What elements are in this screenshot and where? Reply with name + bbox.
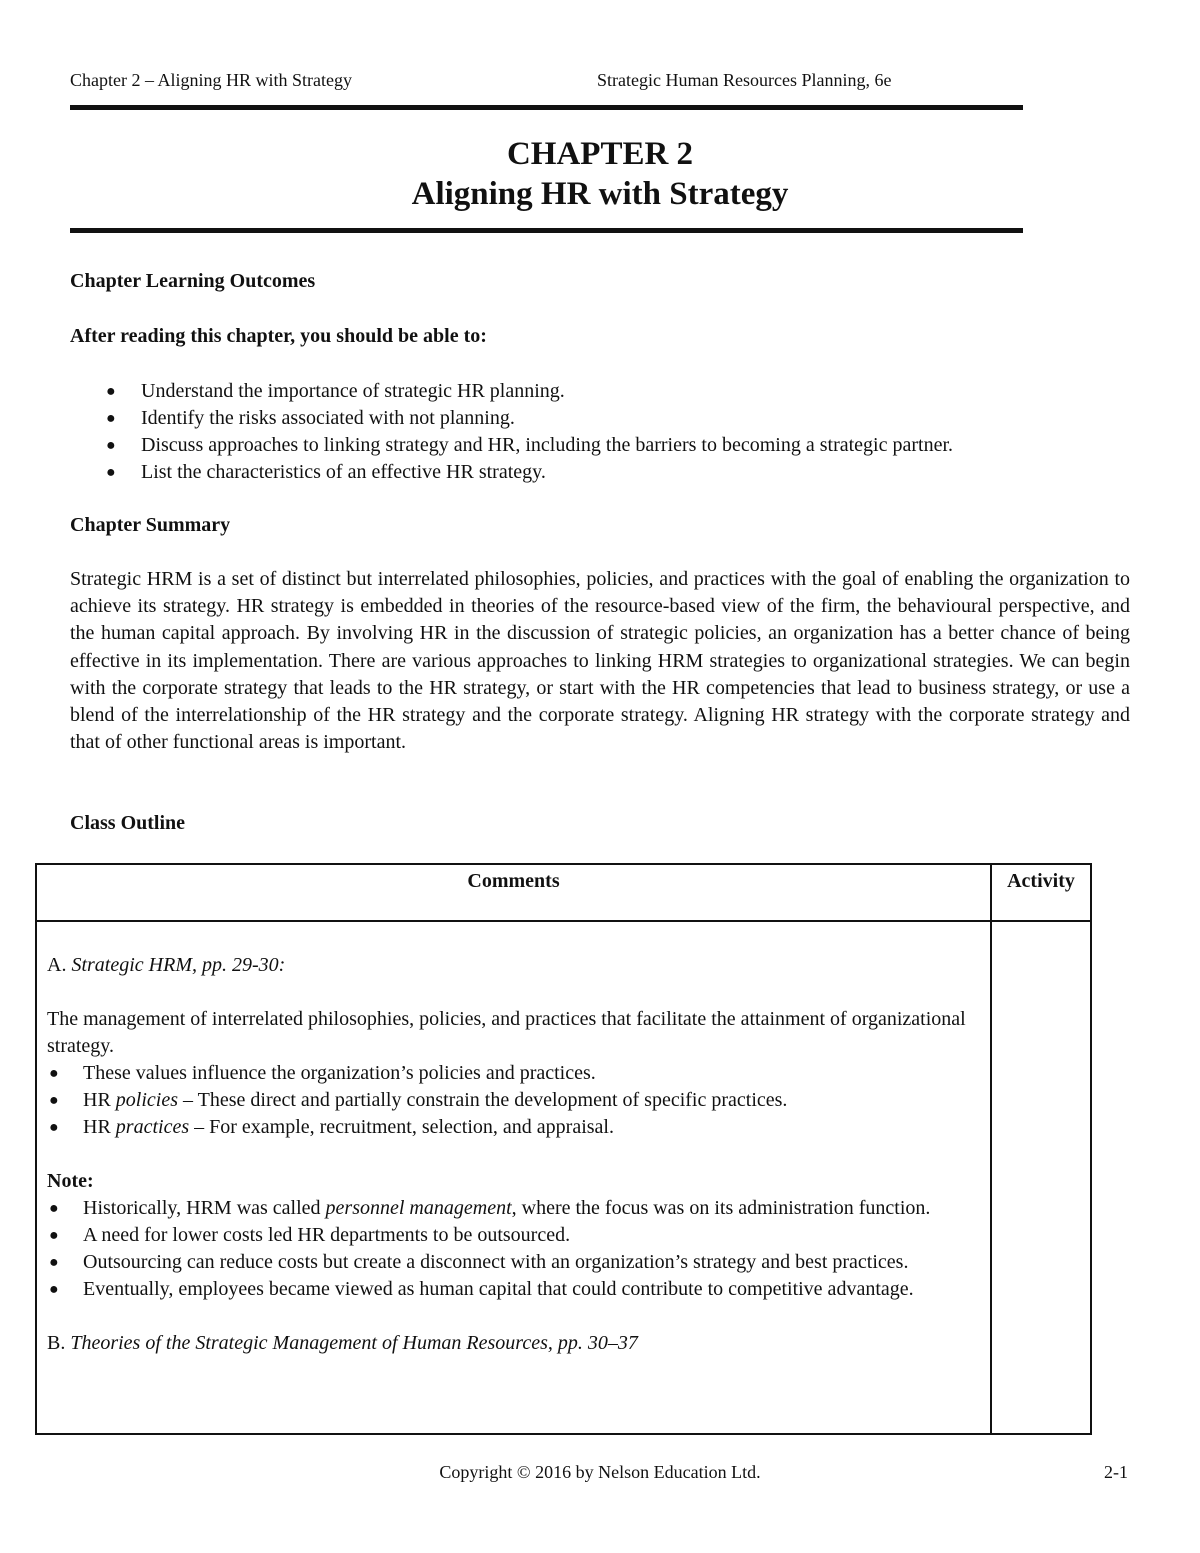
table-header-row xyxy=(36,864,1091,921)
chapter-title: Aligning HR with Strategy xyxy=(411,176,789,212)
note-bullets xyxy=(47,1195,990,1303)
list-item: ● Eventually, employees became viewed as human capital that could contribute to competitive advantage. xyxy=(47,1276,990,1303)
section-a-description: The management of interrelated philosophies, policies, and practices that facilitate the attainment of organizational strategy. xyxy=(47,1008,966,1057)
comments-column-header: Comments xyxy=(36,864,991,921)
activity-column-header: Activity xyxy=(991,864,1091,921)
copyright-notice: Copyright © 2016 by Nelson Education Ltd. xyxy=(439,1462,761,1482)
table-row xyxy=(36,921,1091,1434)
title-rule xyxy=(70,228,1023,233)
running-header xyxy=(70,70,1023,94)
class-outline-heading: Class Outline xyxy=(70,812,186,834)
bullet-icon: ● xyxy=(106,383,116,400)
summary-paragraph: Strategic HRM is a set of distinct but interrelated philosophies, policies, and practices with the goal of enabling the organization to achieve its strategy. HR strategy is embedded in theories of the resource-based view of the firm, the behavioural perspective, and the human capital approach. By involving HR in the discussion of strategic policies, an organization has a better chance of being effective in its implementation. There are various approaches to linking HRM strategies to organizational strategies. We can begin with the corporate strategy that leads to the HR strategy, or start with the HR competencies that lead to business strategy, or use a blend of the interrelationship of the HR strategy and the corporate strategy. Aligning HR strategy with the corporate strategy and that of other functional areas is important. xyxy=(70,568,1130,754)
bullet-icon: ● xyxy=(49,1254,59,1271)
list-item: ● These values influence the organization’s policies and practices. xyxy=(47,1060,990,1087)
section-b-heading: B. Theories of the Strategic Management of Human Resources, pp. 30–37 xyxy=(47,1332,638,1354)
bullet-icon: ● xyxy=(106,437,116,454)
comments-cell xyxy=(36,921,991,1434)
bullet-icon: ● xyxy=(49,1227,59,1244)
header-book-title: Strategic Human Resources Planning, 6e xyxy=(597,70,892,90)
bullet-icon: ● xyxy=(49,1065,59,1082)
list-item: ● HR policies – These direct and partially constrain the development of specific practices. xyxy=(47,1087,990,1114)
class-outline-table xyxy=(35,863,1092,1435)
note-label: Note: xyxy=(47,1170,94,1192)
header-chapter: Chapter 2 – Aligning HR with Strategy xyxy=(70,70,352,90)
list-item: ● HR practices – For example, recruitment, selection, and appraisal. xyxy=(47,1114,990,1141)
bullet-icon: ● xyxy=(106,410,116,427)
activity-cell xyxy=(991,921,1091,1434)
list-item: ● Historically, HRM was called personnel management, where the focus was on its administration function. xyxy=(47,1195,990,1222)
bullet-icon: ● xyxy=(49,1200,59,1217)
bullet-icon: ● xyxy=(106,464,116,481)
list-item: ● Understand the importance of strategic HR planning. xyxy=(70,378,953,405)
bullet-icon: ● xyxy=(49,1092,59,1109)
outcomes-intro: After reading this chapter, you should be able to: xyxy=(70,325,487,347)
top-rule xyxy=(70,105,1023,110)
list-item: ● Discuss approaches to linking strategy and HR, including the barriers to becoming a strategic partner. xyxy=(70,432,953,459)
list-item: ● Identify the risks associated with not planning. xyxy=(70,405,953,432)
list-item: ● A need for lower costs led HR departments to be outsourced. xyxy=(47,1222,990,1249)
outcomes-heading: Chapter Learning Outcomes xyxy=(70,270,316,292)
bullet-icon: ● xyxy=(49,1281,59,1298)
bullet-icon: ● xyxy=(49,1119,59,1136)
summary-heading: Chapter Summary xyxy=(70,514,231,536)
list-item: ● Outsourcing can reduce costs but create a disconnect with an organization’s strategy and best practices. xyxy=(47,1249,990,1276)
page-number: 2-1 xyxy=(1104,1462,1128,1482)
chapter-number: CHAPTER 2 xyxy=(506,136,694,172)
section-a-heading: A. Strategic HRM, pp. 29-30: xyxy=(47,954,286,976)
outcomes-list xyxy=(70,378,953,486)
list-item: ● List the characteristics of an effective HR strategy. xyxy=(70,459,953,486)
section-a-bullets xyxy=(47,1060,990,1141)
